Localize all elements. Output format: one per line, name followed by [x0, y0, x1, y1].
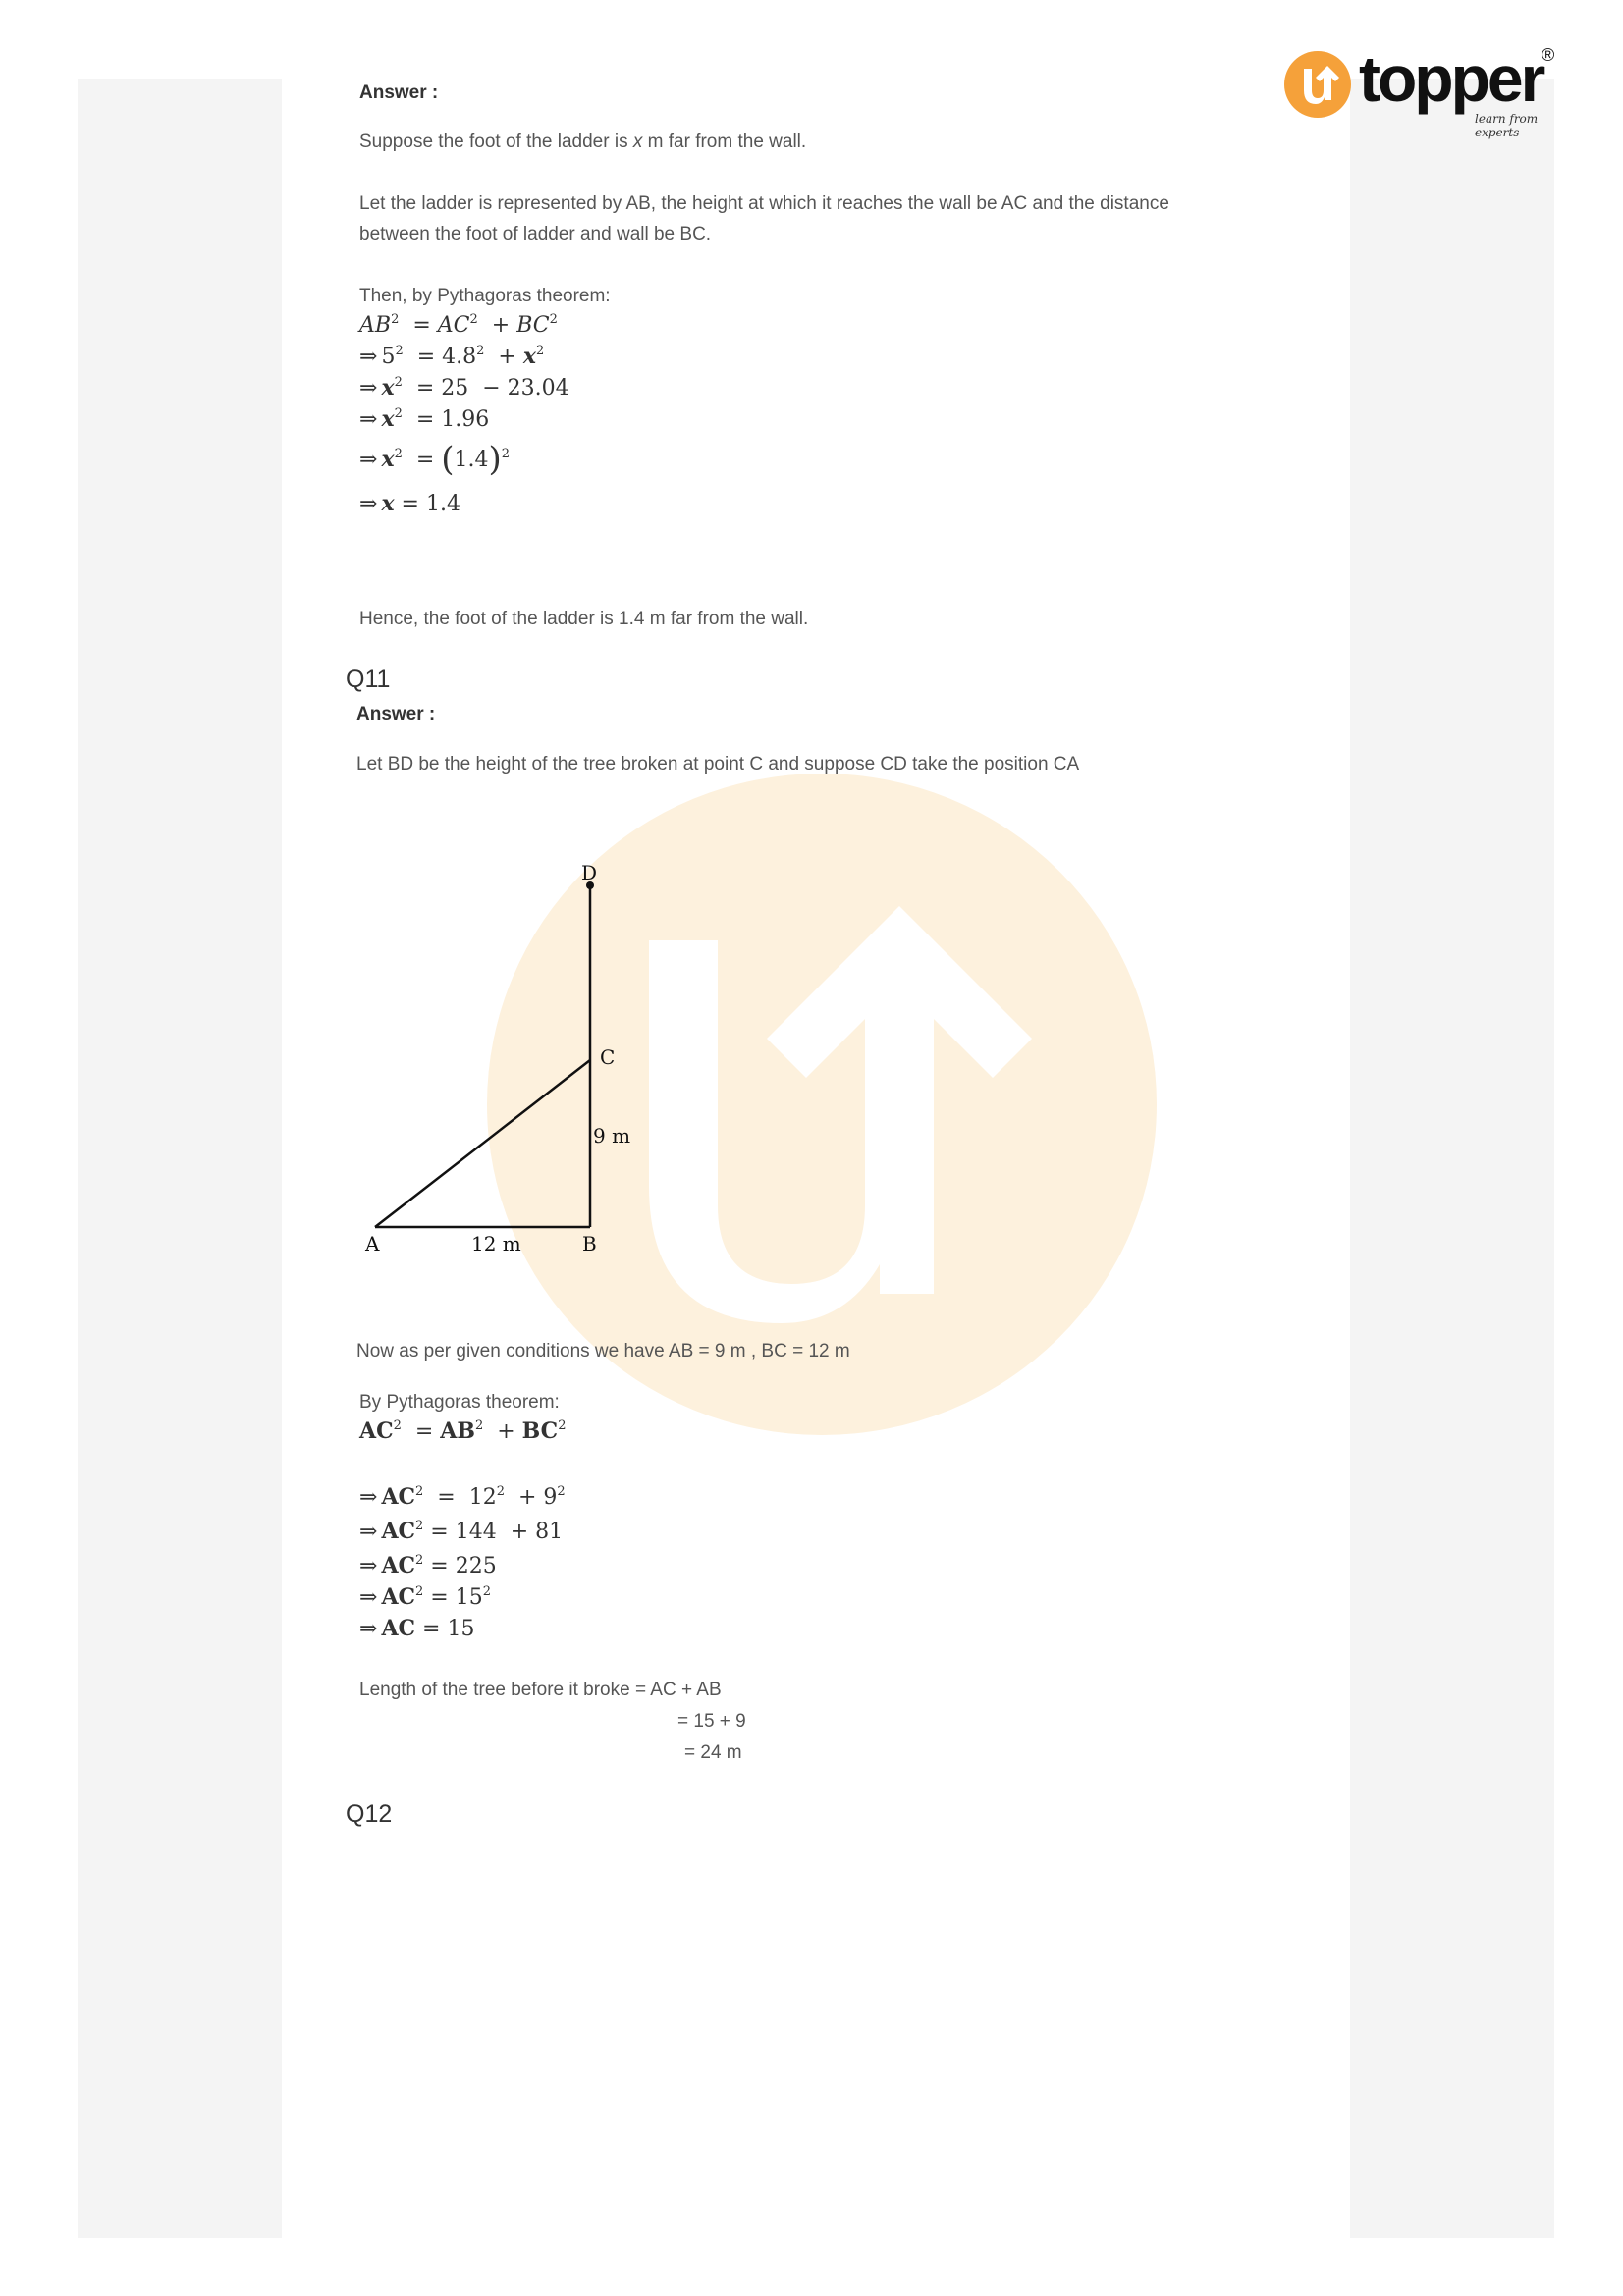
q11-equation-1: $AC^2 = AB^2 + BC^2$ — [359, 1418, 567, 1444]
q11-equation-6: ⇒ AC = 15 — [359, 1616, 475, 1641]
question-label-q12: Q12 — [346, 1800, 393, 1828]
q11-answer-heading: Answer : — [356, 704, 436, 724]
q10-conclusion: Hence, the foot of the ladder is 1.4 m far from the wall. — [359, 609, 809, 629]
q11-equation-4: ⇒ $AC^2 = 225$ — [359, 1553, 497, 1578]
q11-intro: Let BD be the height of the tree broken at point C and suppose CD take the position CA — [356, 754, 1080, 774]
q10-equation-4: ⇒ $x^2 = 1.96$ — [359, 406, 490, 432]
line-ac — [375, 1060, 590, 1227]
q11-theorem-line: By Pythagoras theorem: — [359, 1392, 560, 1413]
q10-p1-text-b: m far from the wall. — [642, 132, 807, 152]
q11-length-line-3: = 24 m — [684, 1742, 742, 1763]
label-b: B — [582, 1232, 597, 1255]
q10-theorem-line: Then, by Pythagoras theorem: — [359, 286, 611, 306]
q10-p1-text-a: Suppose the foot of the ladder is — [359, 132, 633, 152]
brand-logo-icon — [1284, 51, 1351, 118]
answer-heading: Answer : — [359, 82, 439, 103]
label-c: C — [600, 1045, 616, 1069]
q10-paragraph-2-line-2: between the foot of ladder and wall be BC. — [359, 224, 712, 244]
q10-paragraph-2-line-1: Let the ladder is represented by AB, the height at which it reaches the wall be AC and the distance — [359, 193, 1169, 214]
q11-equation-5: ⇒ $AC^2 = 15^2$ — [359, 1584, 492, 1610]
label-12m: 12 m — [471, 1232, 521, 1255]
right-margin-panel — [1350, 79, 1554, 2238]
q11-length-line-1: Length of the tree before it broke = AC + AB — [359, 1680, 722, 1700]
registered-mark: ® — [1542, 45, 1555, 65]
q11-equation-2: ⇒ $AC^2 = 12^2 + 9^2$ — [359, 1484, 566, 1510]
left-margin-panel — [78, 79, 282, 2238]
q10-equation-6: ⇒ x = 1.4 — [359, 491, 460, 516]
q10-equation-3: ⇒ $x^2 = 25 - 23.04$ — [359, 375, 569, 400]
q10-equation-2: ⇒ $5^2 = 4.8^2 + x^2$ — [359, 344, 545, 369]
label-a: A — [365, 1232, 380, 1255]
q10-equation-5: ⇒ $x^2 = (1.4)^2$ — [359, 440, 511, 479]
brand-tagline: learn from experts — [1475, 112, 1539, 139]
q11-equation-3: ⇒ $AC^2 = 144 + 81$ — [359, 1519, 564, 1544]
q11-length-line-2: = 15 + 9 — [677, 1711, 746, 1732]
q11-given: Now as per given conditions we have AB = 9 m , BC = 12 m — [356, 1341, 850, 1362]
q10-equation-1: $AB^2 = AC^2 + BC^2$ — [359, 312, 558, 338]
q10-paragraph-1 — [359, 128, 806, 157]
question-label-q11: Q11 — [346, 666, 391, 693]
triangle-diagram — [353, 854, 668, 1266]
label-9m: 9 m — [593, 1124, 631, 1148]
label-d: D — [581, 861, 598, 884]
brand-name: topper — [1359, 42, 1543, 115]
brand-logo — [1284, 42, 1559, 139]
q10-p1-variable: x — [632, 132, 643, 152]
